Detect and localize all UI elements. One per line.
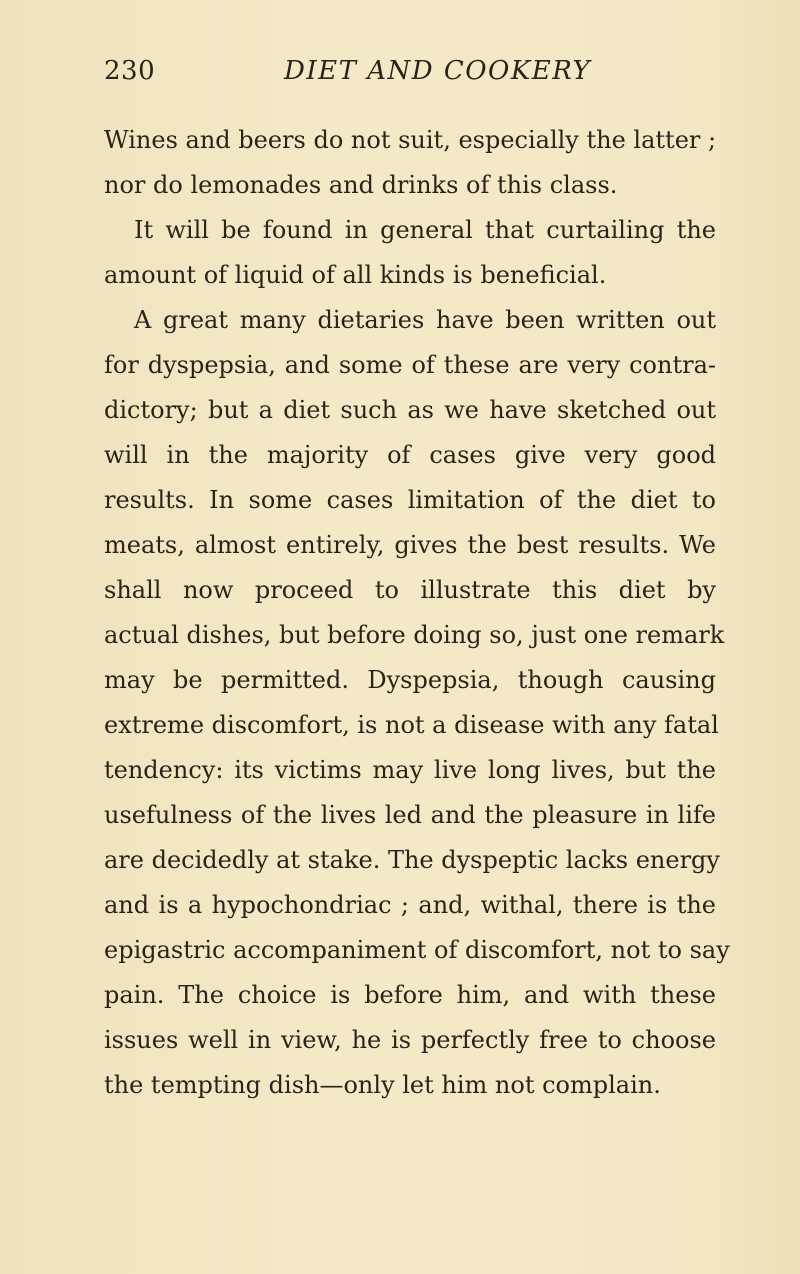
- text-line: Wines and beers do not suit, especially the latter ;: [104, 126, 717, 154]
- page-header: [104, 56, 724, 96]
- text-line: A great many dietaries have been written out: [134, 306, 716, 334]
- text-line: issues well in view, he is perfectly free to choose: [104, 1026, 716, 1054]
- text-line: for dyspepsia, and some of these are very contra-: [104, 351, 716, 379]
- text-line: amount of liquid of all kinds is beneficial.: [104, 261, 607, 289]
- text-line: nor do lemonades and drinks of this class.: [104, 171, 618, 199]
- body-paragraphs: [104, 118, 730, 1108]
- text-line: shall now proceed to illustrate this diet by: [104, 576, 716, 604]
- text-line: It will be found in general that curtailing the: [134, 216, 716, 244]
- page-number: 230: [104, 56, 156, 86]
- text-line: epigastric accompaniment of discomfort, not to say: [104, 936, 730, 964]
- show-through-text: [100, 1176, 740, 1266]
- text-line: are decidedly at stake. The dyspeptic lacks energy: [104, 846, 720, 874]
- text-line: the tempting dish—only let him not complain.: [104, 1071, 661, 1099]
- text-line: will in the majority of cases give very good: [104, 441, 716, 469]
- text-line: may be permitted. Dyspepsia, though causing: [104, 666, 716, 694]
- text-line: tendency: its victims may live long lives, but the: [104, 756, 716, 784]
- text-line: results. In some cases limitation of the diet to: [104, 486, 716, 514]
- text-line: dictory; but a diet such as we have sketched out: [104, 396, 716, 424]
- text-line: extreme discomfort, is not a disease with any fatal: [104, 711, 719, 739]
- text-line: actual dishes, but before doing so, just one remark: [104, 621, 725, 649]
- text-line: pain. The choice is before him, and with these: [104, 981, 716, 1009]
- text-line: meats, almost entirely, gives the best results. We: [104, 531, 716, 559]
- running-title: DIET AND COOKERY: [284, 56, 592, 86]
- text-line: and is a hypochondriac ; and, withal, there is the: [104, 891, 716, 919]
- text-line: usefulness of the lives led and the pleasure in life: [104, 801, 716, 829]
